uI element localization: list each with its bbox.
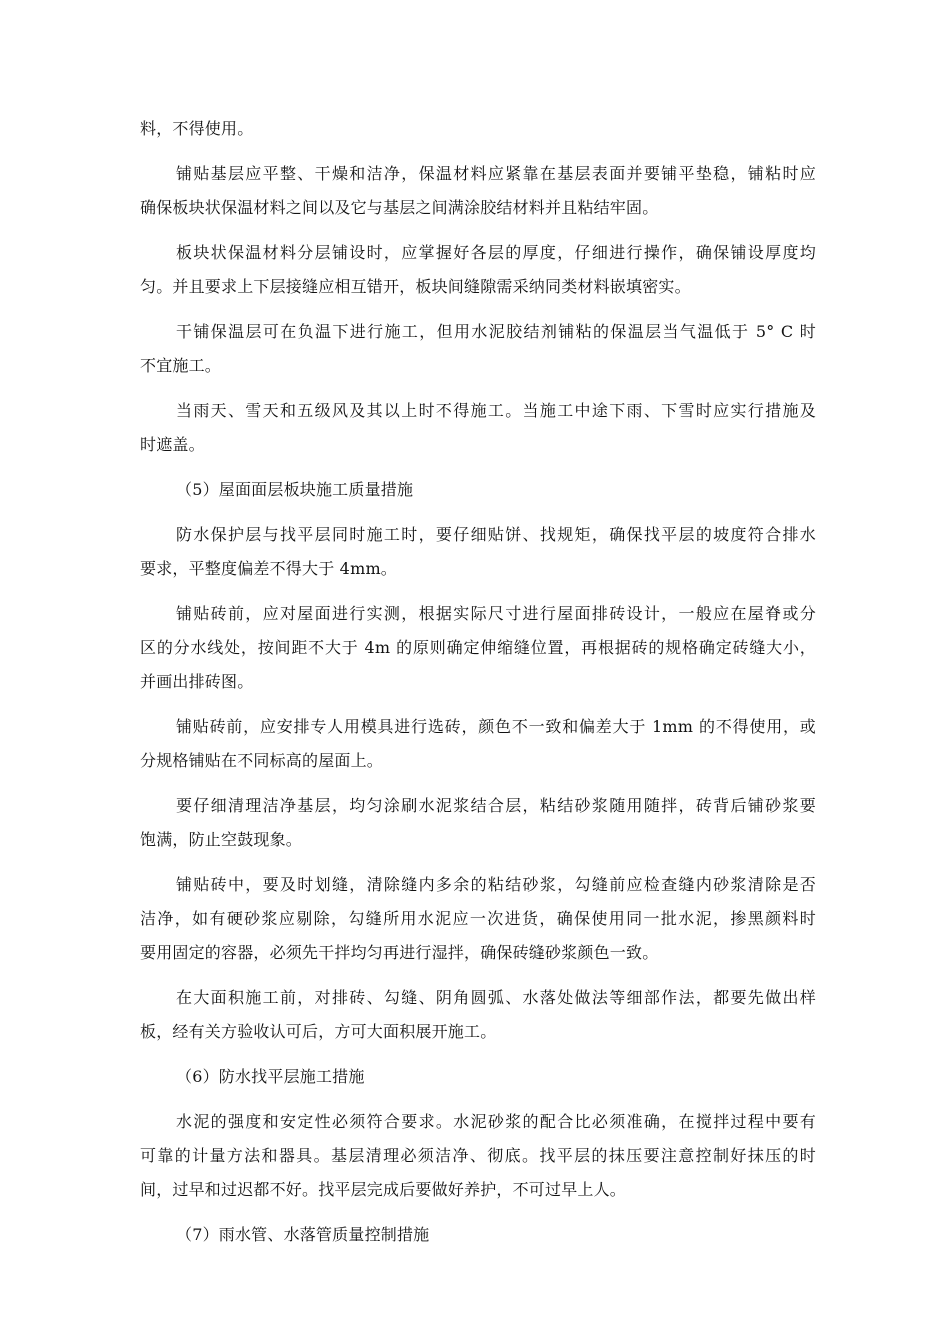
paragraph-line: 板块状保温材料分层铺设时，应掌握好各层的厚度，仔细进行操作，确保铺设厚度均 [176,243,816,262]
paragraph-line: 在大面积施工前，对排砖、勾缝、阴角圆弧、水落处做法等细部作法，都要先做出样 [176,988,816,1007]
paragraph-line: 要求，平整度偏差不得大于 4mm。 [140,559,398,578]
section-heading: （7）雨水管、水落管质量控制措施 [176,1225,430,1244]
section-heading: （6）防水找平层施工措施 [176,1067,365,1086]
paragraph-line: 铺贴砖前，应对屋面进行实测，根据实际尺寸进行屋面排砖设计，一般应在屋脊或分 [176,604,816,623]
paragraph-line: 防水保护层与找平层同时施工时，要仔细贴饼、找规矩，确保找平层的坡度符合排水 [176,525,816,544]
paragraph-line: 区的分水线处，按间距不大于 4m 的原则确定伸缩缝位置，再根据砖的规格确定砖缝大小， [140,638,816,657]
paragraph-line: 板，经有关方验收认可后，方可大面积展开施工。 [140,1022,497,1041]
paragraph-line: 可靠的计量方法和器具。基层清理必须洁净、彻底。找平层的抹压要注意控制好抹压的时 [140,1146,816,1165]
paragraph-line: 时遮盖。 [140,435,205,454]
paragraph-line: 匀。并且要求上下层接缝应相互错开，板块间缝隙需采纳同类材料嵌填密实。 [140,277,691,296]
paragraph-line: 铺贴砖中，要及时划缝，清除缝内多余的粘结砂浆，勾缝前应检查缝内砂浆清除是否 [176,875,816,894]
section-heading: （5）屋面面层板块施工质量措施 [176,480,414,499]
paragraph-line: 分规格铺贴在不同标高的屋面上。 [140,751,384,770]
document-page [140,112,816,1252]
paragraph-line: 当雨天、雪天和五级风及其以上时不得施工。当施工中途下雨、下雪时应实行措施及 [176,401,816,420]
paragraph-line: 并画出排砖图。 [140,672,254,691]
paragraph-line: 饱满，防止空鼓现象。 [140,830,303,849]
paragraph-line: 洁净，如有硬砂浆应剔除，勾缝所用水泥应一次进货，确保使用同一批水泥，掺黑颜料时 [140,909,816,928]
paragraph-line: 确保板块状保温材料之间以及它与基层之间满涂胶结材料并且粘结牢固。 [140,198,659,217]
paragraph-line: 间，过早和过迟都不好。找平层完成后要做好养护，不可过早上人。 [140,1180,627,1199]
paragraph-line: 料，不得使用。 [140,119,254,138]
paragraph-line: 要仔细清理洁净基层，均匀涂刷水泥浆结合层，粘结砂浆随用随拌，砖背后铺砂浆要 [176,796,816,815]
paragraph-line: 铺贴基层应平整、干燥和洁净，保温材料应紧靠在基层表面并要铺平垫稳，铺粘时应 [176,164,816,183]
paragraph-line: 不宜施工。 [140,356,222,375]
paragraph-line: 干铺保温层可在负温下进行施工，但用水泥胶结剂铺粘的保温层当气温低于 5° C 时 [176,322,816,341]
paragraph-line: 铺贴砖前，应安排专人用模具进行选砖，颜色不一致和偏差大于 1mm 的不得使用，或 [176,717,816,736]
paragraph-line: 水泥的强度和安定性必须符合要求。水泥砂浆的配合比必须准确，在搅拌过程中要有 [176,1112,816,1131]
paragraph-line: 要用固定的容器，必须先干拌均匀再进行湿拌，确保砖缝砂浆颜色一致。 [140,943,659,962]
